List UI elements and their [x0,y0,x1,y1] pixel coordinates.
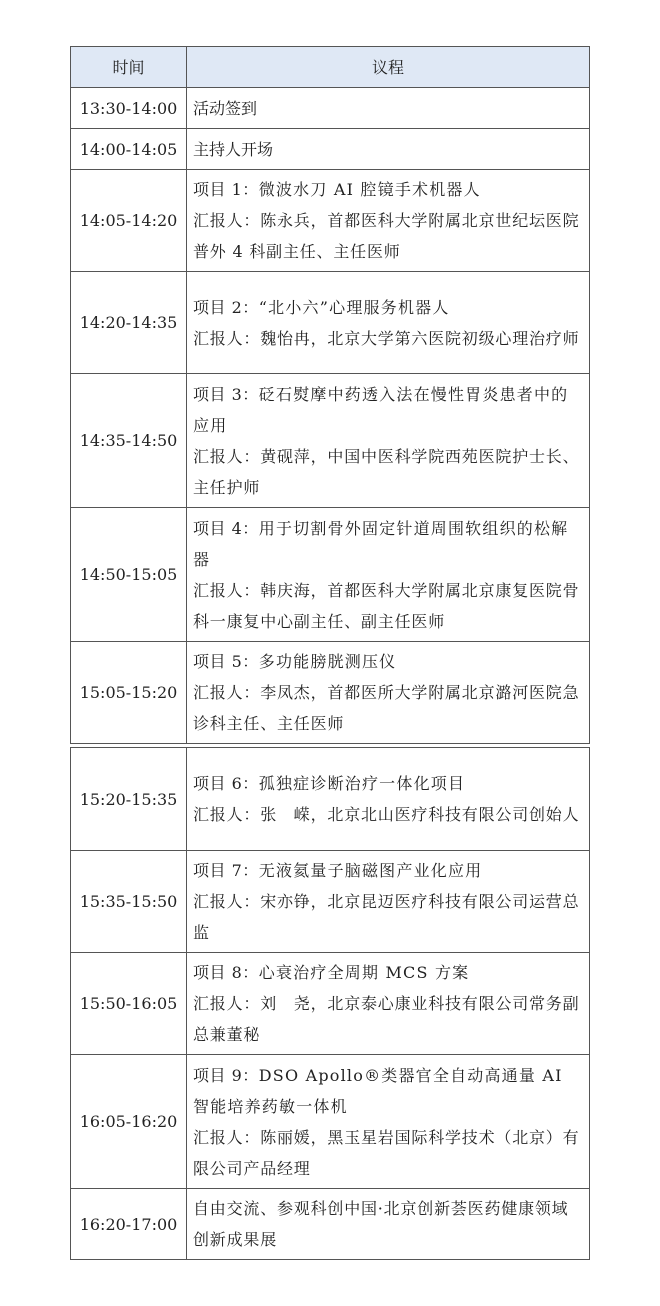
project-heading [193,957,585,988]
project-heading [193,768,585,799]
time-cell: 16:05-16:20 [71,1055,187,1189]
agenda-cell [187,851,590,953]
table-row [71,129,590,170]
time-cell: 13:30-14:00 [71,88,187,129]
time-cell: 14:00-14:05 [71,129,187,170]
project-reporter: 汇报人：陈丽媛，黑玉星岩国际科学技术（北京）有限公司产品经理 [193,1127,580,1178]
project-heading [193,646,585,677]
table-row [71,508,590,642]
project-reporter: 汇报人：韩庆海，首都医科大学附属北京康复医院骨科一康复中心副主任、副主任医师 [193,580,580,631]
time-cell: 14:05-14:20 [71,170,187,272]
project-reporter: 汇报人：张 嵘，北京北山医疗科技有限公司创始人 [193,805,580,824]
agenda-cell [187,953,590,1055]
project-heading [193,292,585,323]
project-number: 项目 6： [193,774,259,793]
agenda-table-part-2 [70,747,590,1260]
header-agenda: 议程 [187,47,590,88]
project-reporter: 汇报人：宋亦铮，北京昆迈医疗科技有限公司运营总监 [193,892,580,942]
project-title: “北小六”心理服务机器人 [258,297,450,317]
table-row [71,642,590,744]
table-row [71,88,590,129]
time-cell: 14:35-14:50 [71,374,187,508]
project-reporter: 汇报人：陈永兵，首都医科大学附属北京世纪坛医院普外 4 科副主任、主任医师 [193,211,580,261]
project-heading [193,174,585,205]
project-number: 项目 4： [193,518,259,538]
project-title: 无液氦量子脑磁图产业化应用 [258,861,483,880]
time-cell: 15:35-15:50 [71,851,187,953]
time-cell: 15:20-15:35 [71,748,187,851]
project-number: 项目 8： [193,963,259,982]
time-cell: 14:50-15:05 [71,508,187,642]
table-row [71,1189,590,1260]
time-cell: 16:20-17:00 [71,1189,187,1260]
agenda-cell: 主持人开场 [187,129,590,170]
time-cell: 15:50-16:05 [71,953,187,1055]
project-reporter: 汇报人：魏怡冉，北京大学第六医院初级心理治疗师 [193,328,580,348]
agenda-cell [187,1055,590,1189]
agenda-cell [187,1189,590,1260]
project-number: 项目 2： [193,297,259,317]
table-row [71,374,590,508]
project-heading [193,855,585,886]
agenda-cell [187,170,590,272]
agenda-table-part-1 [70,46,590,744]
project-title: 心衰治疗全周期 MCS 方案 [258,963,470,982]
header-time: 时间 [71,47,187,88]
project-heading [193,379,585,441]
closing-activity: 自由交流、参观科创中国·北京创新荟医药健康领域创新成果展 [193,1199,569,1249]
project-title: DSO Apollo®类器官全自动高通量 AI 智能培养药敏一体机 [193,1065,563,1116]
agenda-cell [187,272,590,374]
project-title: 微波水刀 AI 腔镜手术机器人 [258,180,481,199]
time-cell: 15:05-15:20 [71,642,187,744]
project-reporter: 汇报人：刘 尧，北京泰心康业科技有限公司常务副总兼董秘 [193,994,580,1044]
agenda-cell [187,748,590,851]
agenda-cell [187,642,590,744]
table-header-row [71,47,590,88]
project-reporter: 汇报人：李凤杰，首都医所大学附属北京潞河医院急诊科主任、主任医师 [193,683,580,733]
project-number: 项目 5： [193,652,259,671]
project-number: 项目 9： [193,1065,259,1085]
agenda-cell: 活动签到 [187,88,590,129]
project-title: 孤独症诊断治疗一体化项目 [258,774,466,793]
table-row [71,272,590,374]
project-heading [193,1060,585,1122]
project-heading [193,513,585,575]
project-title: 多功能膀胱测压仪 [258,652,397,671]
table-row [71,1055,590,1189]
project-title: 砭石熨摩中药透入法在慢性胃炎患者中的应用 [193,384,569,435]
table-row [71,851,590,953]
time-cell: 14:20-14:35 [71,272,187,374]
project-title: 用于切割骨外固定针道周围软组织的松解器 [193,518,569,569]
table-row [71,953,590,1055]
project-reporter: 汇报人：黄砚萍，中国中医科学院西苑医院护士长、主任护师 [193,446,580,497]
project-number: 项目 1： [193,180,259,199]
table-row [71,170,590,272]
project-number: 项目 3： [193,384,259,404]
agenda-cell [187,374,590,508]
project-number: 项目 7： [193,861,259,880]
agenda-cell [187,508,590,642]
table-row [71,748,590,851]
